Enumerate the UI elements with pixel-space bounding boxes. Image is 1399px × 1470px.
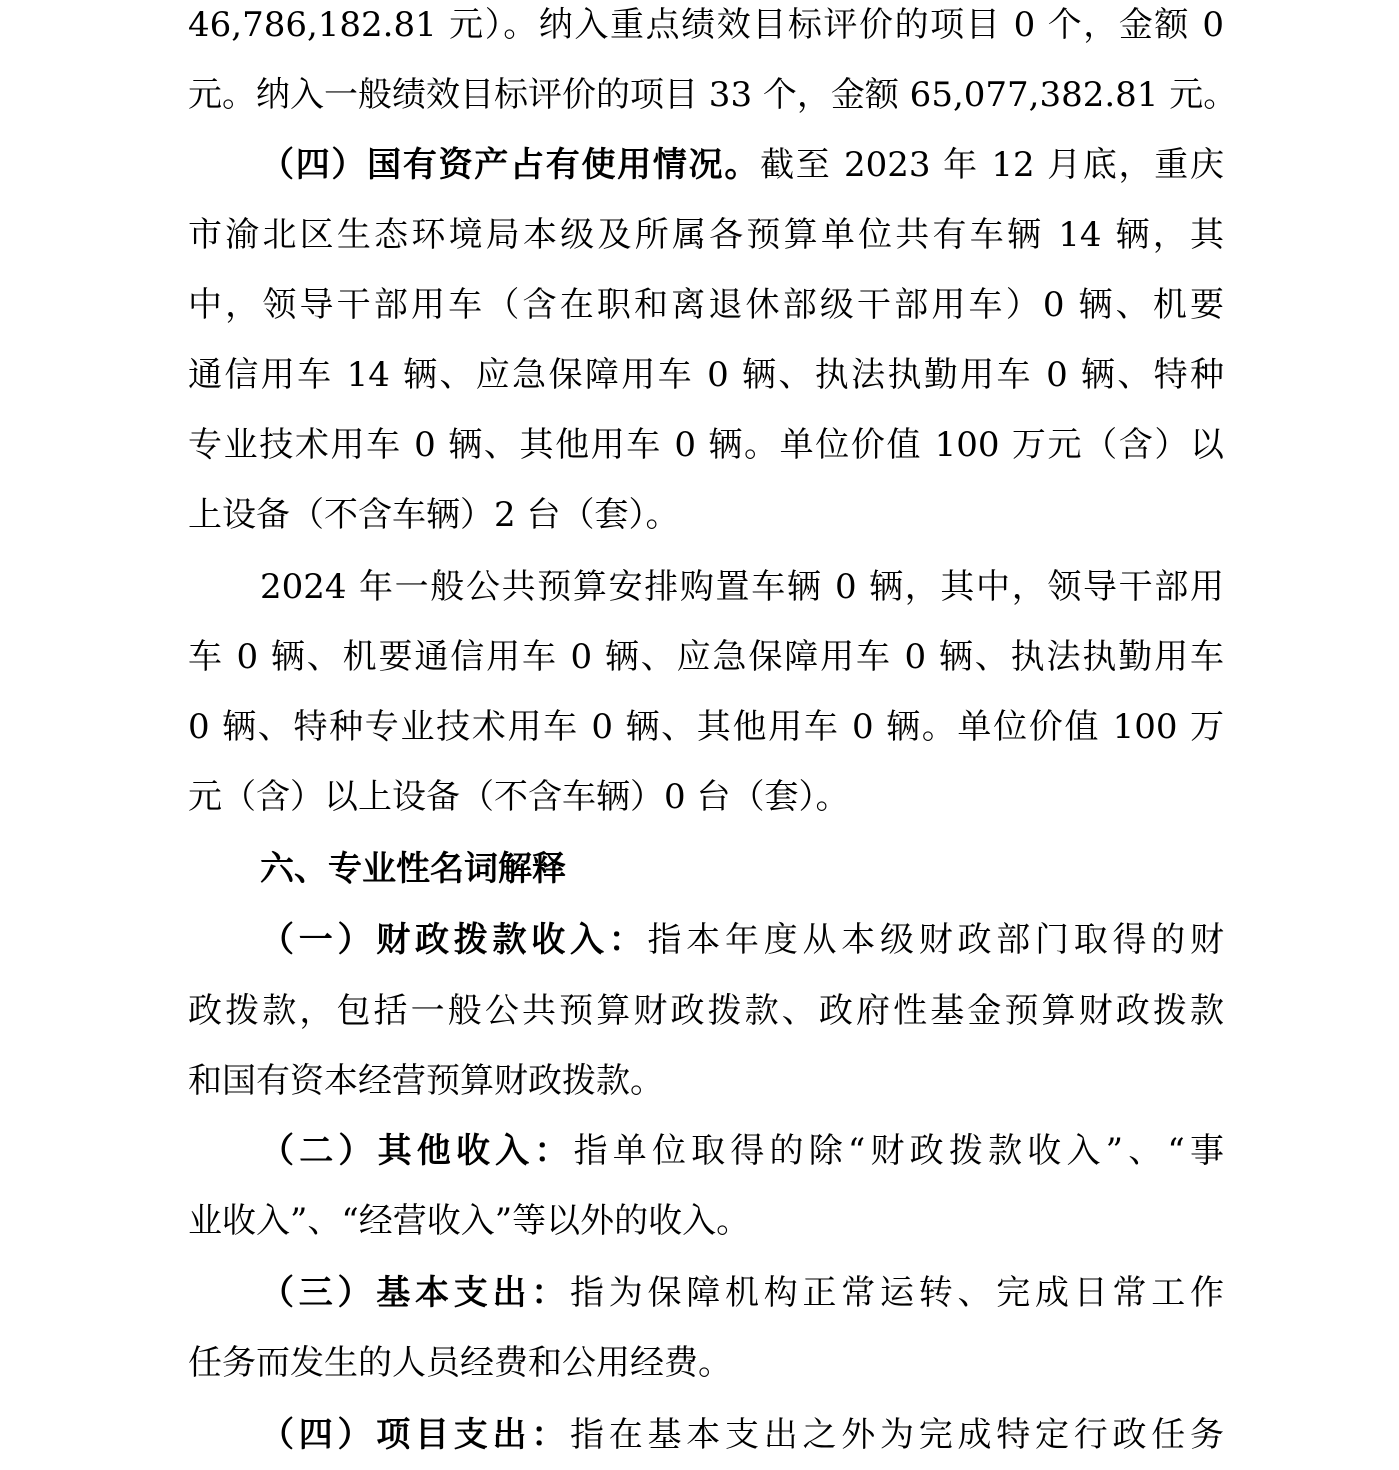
text-line: 通信用车 14 辆、应急保障用车 0 辆、执法执勤用车 0 辆、特种 <box>188 355 1224 395</box>
text-line: 业收入”、“经营收入”等以外的收入。 <box>188 1201 751 1241</box>
text-span: 截至 2023 年 12 月底，重庆 <box>760 145 1224 185</box>
text-span: 指在基本支出之外为完成特定行政任务 <box>570 1415 1224 1455</box>
paragraph-first-line <box>260 1400 1224 1470</box>
term-title: （二）其他收入： <box>260 1131 574 1171</box>
text-line: 政拨款，包括一般公共预算财政拨款、政府性基金预算财政拨款 <box>188 991 1224 1031</box>
term-title: （四）项目支出： <box>260 1415 570 1455</box>
term-title: （一）财政拨款收入： <box>260 920 648 960</box>
text-line: 46,786,182.81 元）。纳入重点绩效目标评价的项目 0 个，金额 0 <box>188 5 1224 45</box>
text-span: 指本年度从本级财政部门取得的财 <box>647 920 1224 960</box>
paragraph-first-line <box>260 905 1224 975</box>
text-span: 指为保障机构正常运转、完成日常工作 <box>570 1273 1224 1313</box>
text-line: 任务而发生的人员经费和公用经费。 <box>188 1343 732 1383</box>
section-title: （四）国有资产占有使用情况。 <box>260 145 761 185</box>
text-line: 上设备（不含车辆）2 台（套）。 <box>188 495 680 535</box>
text-line: 2024 年一般公共预算安排购置车辆 0 辆，其中，领导干部用 <box>260 567 1224 607</box>
text-line: 元（含）以上设备（不含车辆）0 台（套）。 <box>188 777 850 817</box>
text-line: 市渝北区生态环境局本级及所属各预算单位共有车辆 14 辆，其 <box>188 215 1224 255</box>
text-line: 专业技术用车 0 辆、其他用车 0 辆。单位价值 100 万元（含）以 <box>188 425 1224 465</box>
section-heading: 六、专业性名词解释 <box>260 849 566 889</box>
text-line: 元。纳入一般绩效目标评价的项目 33 个，金额 65,077,382.81 元。 <box>188 75 1238 115</box>
text-line: 0 辆、特种专业技术用车 0 辆、其他用车 0 辆。单位价值 100 万 <box>188 707 1224 747</box>
text-line: 中，领导干部用车（含在职和离退休部级干部用车）0 辆、机要 <box>188 285 1224 325</box>
paragraph-first-line <box>260 1258 1224 1328</box>
paragraph-first-line <box>260 130 1224 200</box>
paragraph-first-line <box>260 1116 1224 1186</box>
text-line: 和国有资本经营预算财政拨款。 <box>188 1061 664 1101</box>
text-line: 车 0 辆、机要通信用车 0 辆、应急保障用车 0 辆、执法执勤用车 <box>188 637 1224 677</box>
term-title: （三）基本支出： <box>260 1273 570 1313</box>
text-span: 指单位取得的除“财政拨款收入”、“事 <box>573 1131 1225 1171</box>
